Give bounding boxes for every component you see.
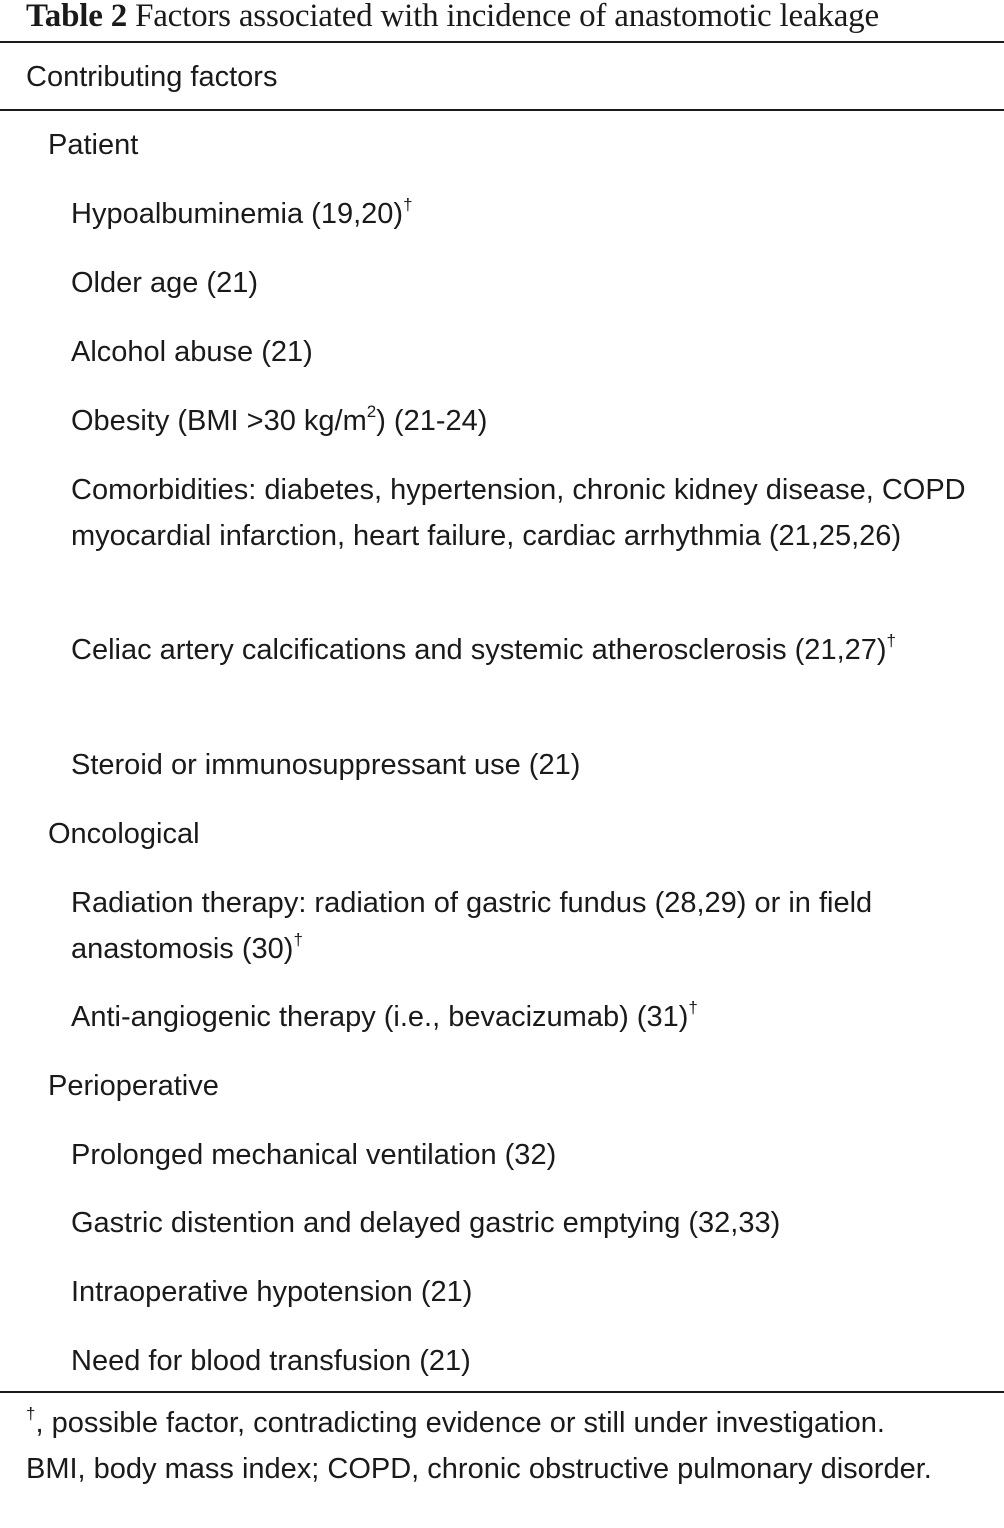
factor-text: Anti-angiogenic therapy (i.e., bevacizumab) (31) [71,1001,689,1033]
possible-factor-mark: † [26,1404,36,1424]
footnote-text: , possible factor, contradicting evidence or still under investigation. [35,1407,885,1439]
group-label-oncological: Oncological [48,818,200,850]
factor-text: Hypoalbuminemia (19,20) [71,198,404,230]
factor-row [71,880,976,972]
factor-row: Intraoperative hypotension (21) [71,1276,473,1308]
factor-row: Comorbidities: diabetes, hypertension, chronic kidney disease, COPD myocardial infarction, heart failure, cardiac arrhythmia (21,25,26) [71,474,966,552]
possible-factor-mark: † [403,195,413,215]
factor-row: Prolonged mechanical ventilation (32) [71,1139,557,1171]
factor-text: Obesity (BMI >30 kg/m [71,405,367,437]
factor-text: Celiac artery calcifications and systemic atherosclerosis (21,27) [71,634,887,666]
group-label-patient: Patient [48,129,139,161]
column-header: Contributing factors [26,61,278,93]
factor-text: ) (21-24) [376,405,488,437]
abbreviations-text: BMI, body mass index; COPD, chronic obstructive pulmonary disorder. [26,1453,932,1485]
factor-row [71,627,976,673]
factor-text: Radiation therapy: radiation of gastric fundus (28,29) or in field anastomosis (30) [71,887,873,965]
table-label: Table 2 [26,0,127,34]
possible-factor-mark: † [688,998,698,1018]
bottom-rule [0,1391,1004,1393]
table-caption [26,0,879,36]
header-rule [0,109,1004,111]
factor-row: Need for blood transfusion (21) [71,1345,471,1377]
possible-factor-mark: † [293,930,303,950]
factor-row [71,994,698,1040]
top-rule [0,41,1004,43]
table-title: Factors associated with incidence of anastomotic leakage [135,0,879,34]
superscript: 2 [366,402,377,422]
factor-row: Older age (21) [71,267,258,299]
possible-factor-mark: † [886,631,897,651]
group-label-perioperative: Perioperative [48,1070,219,1102]
factor-row: Alcohol abuse (21) [71,336,313,368]
factor-row [71,398,487,444]
factor-row [71,191,413,237]
footnote-line [26,1400,982,1446]
factor-row: Gastric distention and delayed gastric emptying (32,33) [71,1207,781,1239]
table-footnote [26,1400,982,1492]
factor-row: Steroid or immunosuppressant use (21) [71,749,581,781]
